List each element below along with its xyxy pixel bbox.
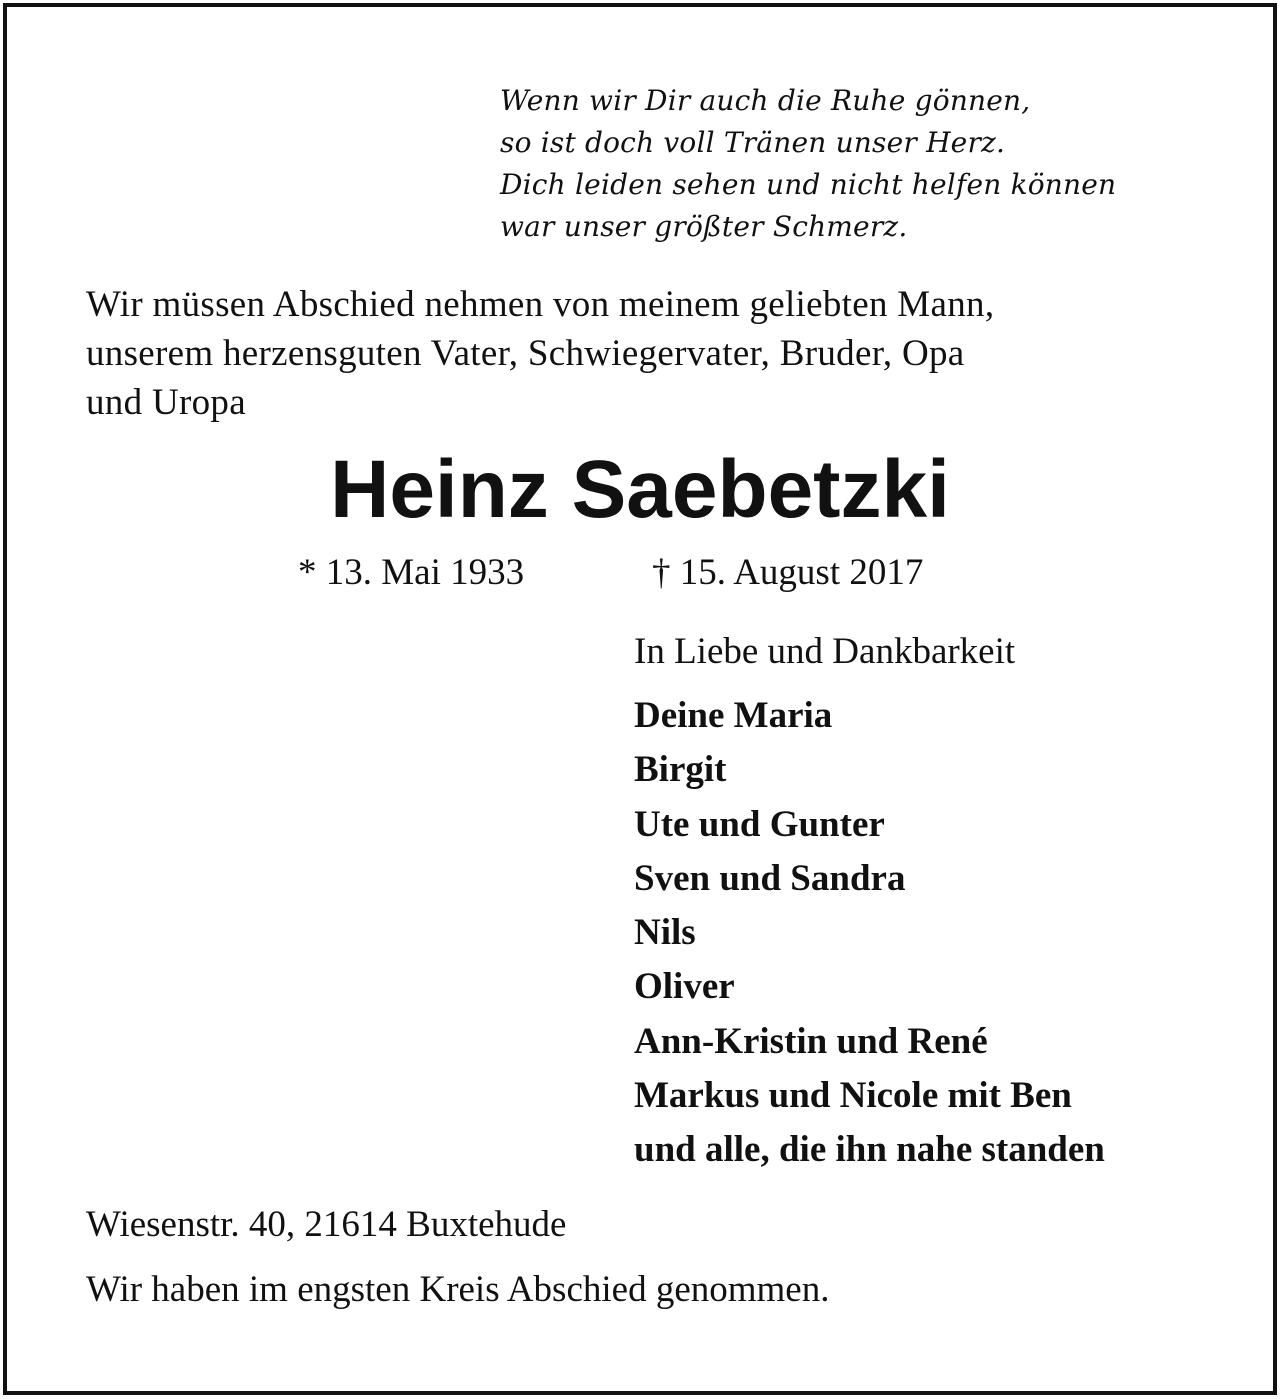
death-date: † 15. August 2017 — [652, 552, 924, 593]
intro-line: Wir müssen Abschied nehmen von meinem geliebten Mann, — [86, 284, 995, 325]
birth-date: * 13. Mai 1933 — [298, 552, 525, 593]
address-line: Wiesenstr. 40, 21614 Buxtehude — [86, 1204, 567, 1245]
family-list — [634, 689, 1105, 1178]
poem-line: so ist doch voll Tränen unser Herz. — [500, 126, 1006, 159]
family-member: Birgit — [634, 749, 727, 791]
family-member: Sven und Sandra — [634, 857, 906, 899]
intro-text — [86, 280, 994, 427]
intro-line: unserem herzensguten Vater, Schwiegervater, Bruder, Opa — [86, 333, 965, 374]
family-member: Oliver — [634, 966, 735, 1008]
poem-line: Dich leiden sehen und nicht helfen können — [500, 168, 1117, 201]
family-member: und alle, die ihn nahe standen — [634, 1129, 1105, 1171]
closing-line: Wir haben im engsten Kreis Abschied genommen. — [86, 1269, 830, 1310]
signoff-text: In Liebe und Dankbarkeit — [634, 631, 1016, 672]
family-member: Markus und Nicole mit Ben — [634, 1075, 1072, 1117]
memorial-poem — [500, 80, 1116, 248]
family-member: Deine Maria — [634, 695, 833, 736]
deceased-name: Heinz Saebetzki — [330, 444, 950, 535]
family-member: Ute und Gunter — [634, 803, 885, 845]
family-member: Nils — [634, 912, 696, 954]
intro-line: und Uropa — [86, 382, 246, 423]
poem-line: Wenn wir Dir auch die Ruhe gönnen, — [500, 84, 1031, 117]
poem-line: war unser größter Schmerz. — [500, 210, 908, 243]
family-member: Ann-Kristin und René — [634, 1020, 988, 1062]
